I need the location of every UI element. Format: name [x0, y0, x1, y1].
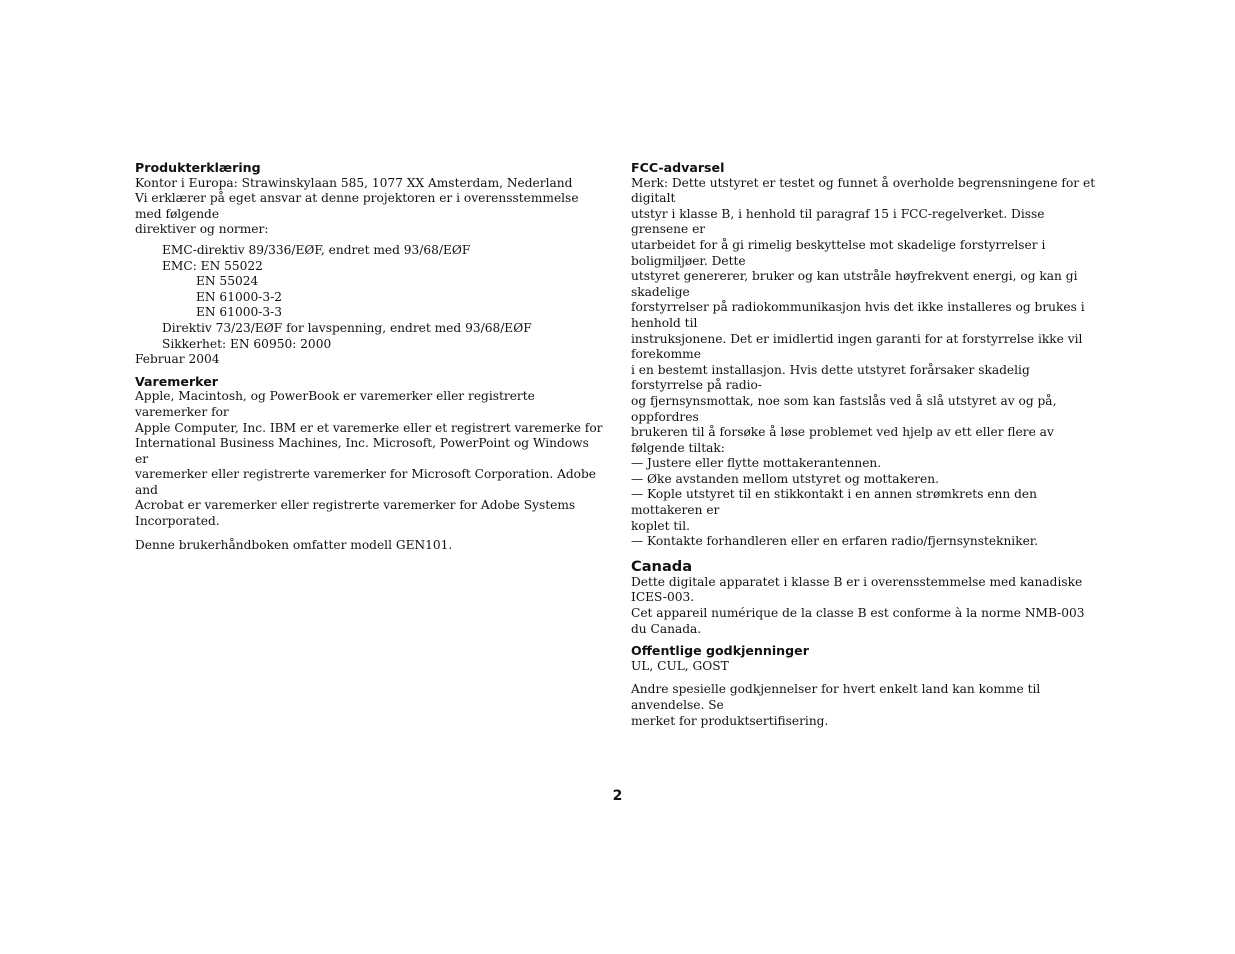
model-note: Denne brukerhåndboken omfatter modell GEN101.: [135, 537, 453, 552]
produkterklaering-text: [135, 176, 605, 238]
canada-heading: Canada: [631, 557, 693, 575]
approvals-line: Andre spesielle godkjennelser for hvert enkelt land kan komme til anvendelse. Se: [631, 682, 1041, 712]
norm-item: Sikkerhet: EN 60950: 2000: [162, 336, 332, 351]
fcc-line: brukeren til å forsøke å løse problemet ved hjelp av ett eller flere av følgende tiltak:: [631, 425, 1054, 455]
approvals-heading: Offentlige godkjenninger: [631, 643, 809, 659]
fcc-heading: FCC-advarsel: [631, 160, 725, 175]
produkterklaering-heading: Produkterklæring: [135, 160, 261, 175]
page-number: 2: [612, 788, 623, 804]
fcc-line: forstyrrelser på radiokommunikasjon hvis det ikke installeres og brukes i henhold til: [631, 300, 1085, 330]
fcc-line: instruksjonene. Det er imidlertid ingen garanti for at forstyrrelse ikke vil forekomme: [631, 331, 1083, 362]
canada-line: Dette digitale apparatet i klasse B er i overensstemmelse med kanadiske ICES-003.: [631, 574, 1083, 605]
norm-item: EMC-direktiv 89/336/EØF, endret med 93/68/EØF: [162, 242, 471, 257]
trademark-line: Apple Computer, Inc. IBM er et varemerke eller et registrert varemerke for: [135, 420, 603, 435]
trademark-line: Apple, Macintosh, og PowerBook er varemerker eller registrerte varemerker for: [135, 389, 535, 419]
norm-item: EN 55024: [196, 274, 259, 289]
fcc-measure: — Kontakte forhandleren eller en erfaren radio/fjernsynstekniker.: [631, 534, 1039, 549]
fcc-line: utstyret genererer, bruker og kan utstråle høyfrekvent energi, og kan gi skadelige: [631, 269, 1078, 299]
fcc-line: i en bestemt installasjon. Hvis dette utstyret forårsaker skadelig forstyrrelse på radio-: [631, 362, 1030, 393]
varemerker-heading: Varemerker: [135, 373, 218, 389]
office-line: Kontor i Europa: Strawinskylaan 585, 1077 XX Amsterdam, Nederland: [135, 175, 573, 190]
canada-text: [631, 575, 1101, 637]
declaration-line: Vi erklærer på eget ansvar at denne projektoren er i overensstemmelse med følgende: [135, 191, 579, 221]
norm-item: Direktiv 73/23/EØF for lavspenning, endret med 93/68/EØF: [162, 320, 532, 335]
fcc-line: utarbeidet for å gi rimelig beskyttelse mot skadelige forstyrrelser i boligmiljøer. Dette: [631, 237, 1046, 268]
fcc-measure: — Justere eller flytte mottakerantennen.: [631, 456, 882, 471]
norm-item: EMC: EN 55022: [162, 258, 263, 273]
fcc-text: [631, 176, 1101, 550]
norms-list: [135, 243, 605, 352]
canada-line: Cet appareil numérique de la classe B est conforme à la norme NMB-003 du Canada.: [631, 606, 1085, 636]
trademark-line: Acrobat er varemerker eller registrerte varemerker for Adobe Systems Incorporated.: [135, 498, 576, 529]
trademark-line: International Business Machines, Inc. Microsoft, PowerPoint og Windows er: [135, 436, 589, 466]
approvals-line: merket for produktsertifisering.: [631, 713, 829, 728]
fcc-measure: — Kople utstyret til en stikkontakt i en annen strømkrets enn den mottakeren er: [631, 487, 1037, 518]
norm-item: EN 61000-3-3: [196, 305, 282, 320]
declaration-line: direktiver og normer:: [135, 222, 269, 237]
fcc-measure: koplet til.: [631, 518, 690, 533]
declaration-date: Februar 2004: [135, 352, 220, 367]
right-column: [631, 160, 1101, 729]
norm-item: EN 61000-3-2: [196, 289, 282, 304]
varemerker-text: [135, 389, 605, 529]
fcc-measure: — Øke avstanden mellom utstyret og mottakeren.: [631, 471, 939, 486]
fcc-line: og fjernsynsmottak, noe som kan fastslås ved å slå utstyret av og på, oppfordres: [631, 393, 1057, 424]
left-column: [135, 160, 605, 553]
fcc-line: Merk: Dette utstyret er testet og funnet å overholde begrensningene for et digitalt: [631, 175, 1096, 206]
fcc-line: utstyr i klasse B, i henhold til paragraf 15 i FCC-regelverket. Disse grensene er: [631, 206, 1045, 237]
trademark-line: varemerker eller registrerte varemerker for Microsoft Corporation. Adobe and: [135, 467, 597, 497]
approvals-text: [631, 682, 1101, 729]
approvals-list: UL, CUL, GOST: [631, 658, 729, 673]
